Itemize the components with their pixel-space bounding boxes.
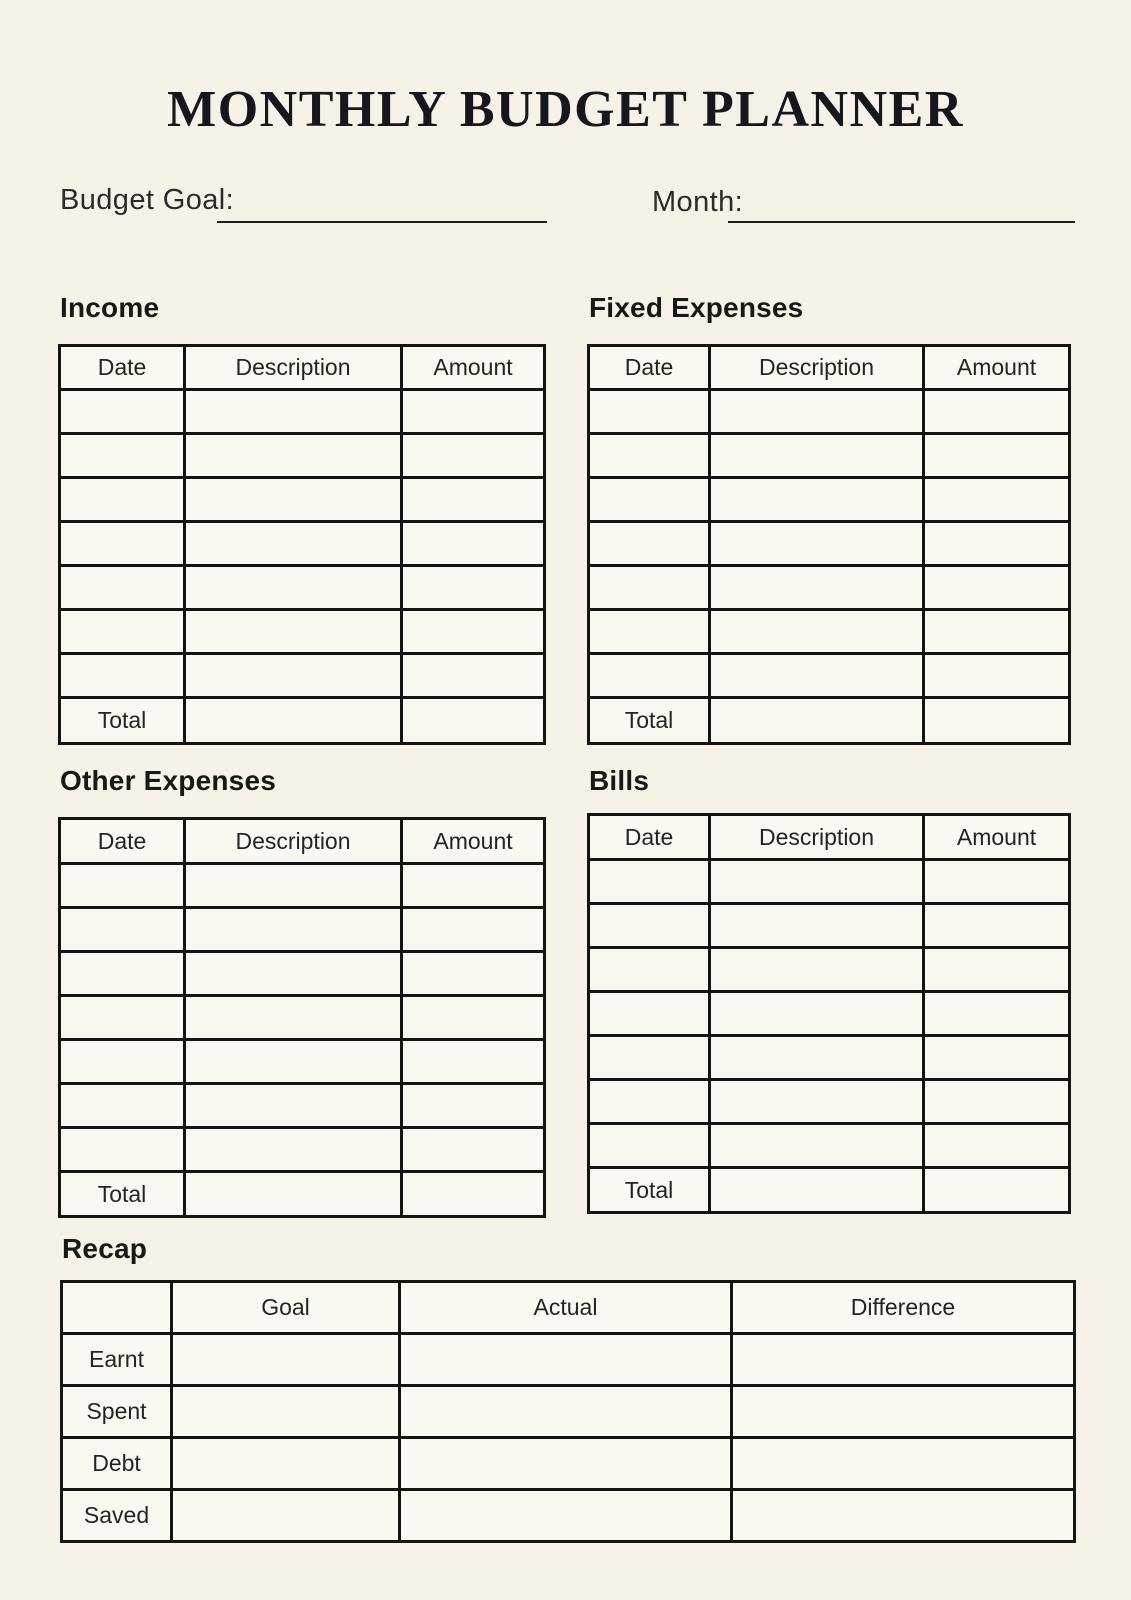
recap-empty-cell [172,1438,400,1490]
recap-header-actual: Actual [400,1282,732,1334]
bills-empty-cell [710,904,924,948]
other-empty-cell [185,952,402,996]
recap-section-title: Recap [62,1233,148,1264]
fixed-empty-cell [924,478,1070,522]
fixed-empty-cell [924,610,1070,654]
other-empty-cell [185,1128,402,1172]
recap-header-blank [62,1282,172,1334]
page-title: MONTHLY BUDGET PLANNER [167,81,964,138]
income-header-description: Description [185,346,402,390]
bills-empty-cell [589,860,710,904]
recap-empty-cell [400,1490,732,1542]
other-header-description: Description [185,819,402,864]
other-empty-cell [60,952,185,996]
income-empty-cell [402,390,545,434]
income-empty-cell [60,654,185,698]
bills-empty-cell [924,904,1070,948]
recap-empty-cell [732,1334,1075,1386]
income-empty-cell [185,610,402,654]
recap-empty-cell [172,1334,400,1386]
recap-empty-cell [732,1386,1075,1438]
bills-total-label: Total [589,1168,710,1213]
other-empty-cell [185,1040,402,1084]
other-empty-cell [60,864,185,908]
bills-empty-cell [710,1036,924,1080]
other-empty-cell [402,1084,545,1128]
fixed-header-amount: Amount [924,346,1070,390]
recap-empty-cell [172,1386,400,1438]
bills-section-title: Bills [589,765,650,796]
other-total-label: Total [60,1172,185,1217]
fixed-empty-cell [710,434,924,478]
other-empty-cell [60,1084,185,1128]
income-empty-cell [402,654,545,698]
recap-empty-cell [732,1490,1075,1542]
income-empty-cell [60,566,185,610]
fixed-empty-cell [924,566,1070,610]
income-empty-cell [402,522,545,566]
fixed-empty-cell [710,390,924,434]
income-empty-cell [60,522,185,566]
other-expenses-table [58,817,546,1218]
fixed-empty-cell [924,654,1070,698]
bills-empty-cell [589,1036,710,1080]
income-empty-cell [402,434,545,478]
income-empty-cell [60,478,185,522]
fixed-total-label: Total [589,698,710,744]
other-empty-cell [402,952,545,996]
income-empty-cell [402,610,545,654]
other-total-empty-cell [402,1172,545,1217]
income-empty-cell [60,434,185,478]
other-total-empty-cell [185,1172,402,1217]
month-blank-line [728,221,1075,223]
other-empty-cell [60,1128,185,1172]
fixed-empty-cell [589,390,710,434]
income-empty-cell [60,390,185,434]
other-empty-cell [185,864,402,908]
bills-empty-cell [589,904,710,948]
fixed-total-empty-cell [924,698,1070,744]
recap-row-label-saved: Saved [62,1490,172,1542]
recap-empty-cell [400,1438,732,1490]
fixed-empty-cell [589,610,710,654]
bills-empty-cell [924,860,1070,904]
income-header-amount: Amount [402,346,545,390]
fixed-empty-cell [589,654,710,698]
income-empty-cell [402,566,545,610]
recap-empty-cell [732,1438,1075,1490]
fixed-empty-cell [710,478,924,522]
other-empty-cell [402,1040,545,1084]
fixed-empty-cell [589,566,710,610]
bills-header-description: Description [710,815,924,860]
fixed-empty-cell [589,434,710,478]
fixed-empty-cell [924,434,1070,478]
other-empty-cell [60,908,185,952]
recap-table [60,1280,1076,1543]
bills-empty-cell [924,948,1070,992]
recap-empty-cell [400,1334,732,1386]
other-header-date: Date [60,819,185,864]
other-expenses-section-title: Other Expenses [60,765,276,796]
other-empty-cell [185,996,402,1040]
bills-empty-cell [589,1080,710,1124]
recap-row-label-spent: Spent [62,1386,172,1438]
bills-empty-cell [710,1124,924,1168]
fixed-expenses-section-title: Fixed Expenses [589,292,804,323]
income-empty-cell [402,478,545,522]
fixed-empty-cell [710,522,924,566]
fixed-header-description: Description [710,346,924,390]
other-empty-cell [402,1128,545,1172]
income-empty-cell [185,654,402,698]
recap-row-label-earnt: Earnt [62,1334,172,1386]
bills-total-empty-cell [710,1168,924,1213]
recap-empty-cell [172,1490,400,1542]
bills-table [587,813,1071,1214]
income-empty-cell [185,566,402,610]
bills-empty-cell [924,1124,1070,1168]
bills-empty-cell [710,860,924,904]
bills-total-empty-cell [924,1168,1070,1213]
income-total-empty-cell [402,698,545,744]
other-empty-cell [402,864,545,908]
other-empty-cell [60,1040,185,1084]
fixed-expenses-table [587,344,1071,745]
fixed-header-date: Date [589,346,710,390]
income-empty-cell [185,390,402,434]
budget-goal-label: Budget Goal: [60,184,235,216]
recap-header-difference: Difference [732,1282,1075,1334]
bills-empty-cell [589,1124,710,1168]
other-empty-cell [402,908,545,952]
bills-empty-cell [710,1080,924,1124]
income-empty-cell [60,610,185,654]
bills-empty-cell [924,1080,1070,1124]
bills-empty-cell [710,992,924,1036]
fixed-empty-cell [924,522,1070,566]
income-total-empty-cell [185,698,402,744]
income-empty-cell [185,478,402,522]
bills-empty-cell [924,1036,1070,1080]
bills-header-date: Date [589,815,710,860]
recap-row-label-debt: Debt [62,1438,172,1490]
income-empty-cell [185,522,402,566]
fixed-empty-cell [589,478,710,522]
recap-empty-cell [400,1386,732,1438]
income-section-title: Income [60,292,160,323]
bills-empty-cell [589,948,710,992]
bills-header-amount: Amount [924,815,1070,860]
bills-empty-cell [710,948,924,992]
fixed-total-empty-cell [710,698,924,744]
fixed-empty-cell [710,566,924,610]
income-empty-cell [185,434,402,478]
other-empty-cell [185,1084,402,1128]
other-empty-cell [402,996,545,1040]
month-label: Month: [652,186,744,218]
other-empty-cell [185,908,402,952]
income-header-date: Date [60,346,185,390]
other-header-amount: Amount [402,819,545,864]
income-table [58,344,546,745]
bills-empty-cell [589,992,710,1036]
income-total-label: Total [60,698,185,744]
bills-empty-cell [924,992,1070,1036]
fixed-empty-cell [710,654,924,698]
fixed-empty-cell [589,522,710,566]
budget-goal-blank-line [217,221,547,223]
recap-header-goal: Goal [172,1282,400,1334]
other-empty-cell [60,996,185,1040]
fixed-empty-cell [710,610,924,654]
fixed-empty-cell [924,390,1070,434]
